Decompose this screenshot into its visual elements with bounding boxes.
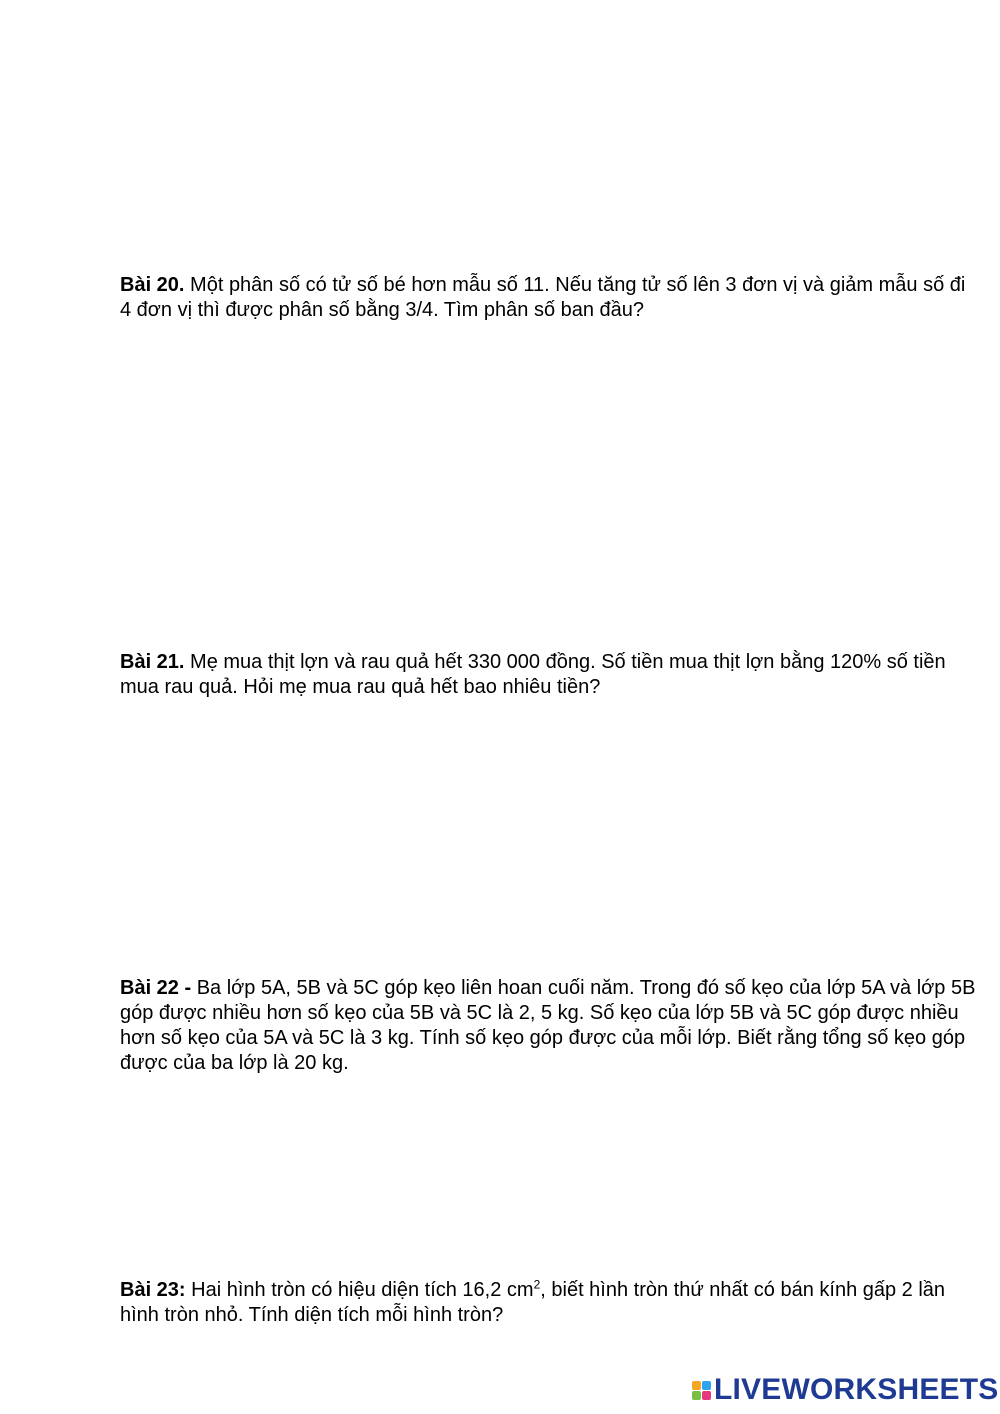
problem-label: Bài 21. (120, 651, 185, 673)
superscript-exponent: 2 (533, 1277, 541, 1292)
problem-21 (120, 650, 980, 700)
problem-22 (120, 976, 980, 1076)
problem-20 (120, 273, 980, 323)
problem-label: Bài 20. (120, 274, 185, 296)
logo-square (692, 1381, 701, 1390)
logo-square (692, 1391, 701, 1400)
logo-text: LIVEWORKSHEETS (714, 1373, 999, 1406)
problem-text: Mẹ mua thịt lợn và rau quả hết 330 000 đồng. Số tiền mua thịt lợn bằng 120% số tiền mua rau quả. Hỏi mẹ mua rau quả hết bao nhiêu tiền? (120, 651, 946, 698)
problem-text: Một phân số có tử số bé hơn mẫu số 11. Nếu tăng tử số lên 3 đơn vị và giảm mẫu số đi 4 đơn vị thì được phân số bằng 3/4. Tìm phân số ban đầu? (120, 274, 966, 321)
problem-text: Ba lớp 5A, 5B và 5C góp kẹo liên hoan cuối năm. Trong đó số kẹo của lớp 5A và lớp 5B góp được nhiều hơn số kẹo của 5B và 5C là 2, 5 kg. Số kẹo của lớp 5B và 5C góp được nhiều hơn số kẹo của 5A và 5C là 3 kg. Tính số kẹo góp được của mỗi lớp. Biết rằng tổng số kẹo góp được của ba lớp là 20 kg. (120, 977, 976, 1074)
logo-grid-icon (692, 1381, 711, 1400)
problem-23 (120, 1278, 980, 1328)
problem-label: Bài 22 - (120, 977, 197, 999)
liveworksheets-logo (692, 1374, 999, 1406)
problem-text-before: Hai hình tròn có hiệu diện tích 16,2 cm (185, 1279, 534, 1301)
problem-label: Bài 23: (120, 1279, 186, 1301)
logo-square (702, 1381, 711, 1390)
logo-square (702, 1391, 711, 1400)
problem-text-after: , biết hình tròn thứ nhất có bán kính gấp 2 lần hình tròn nhỏ. Tính diện tích mỗi hình tròn? (120, 1279, 946, 1326)
